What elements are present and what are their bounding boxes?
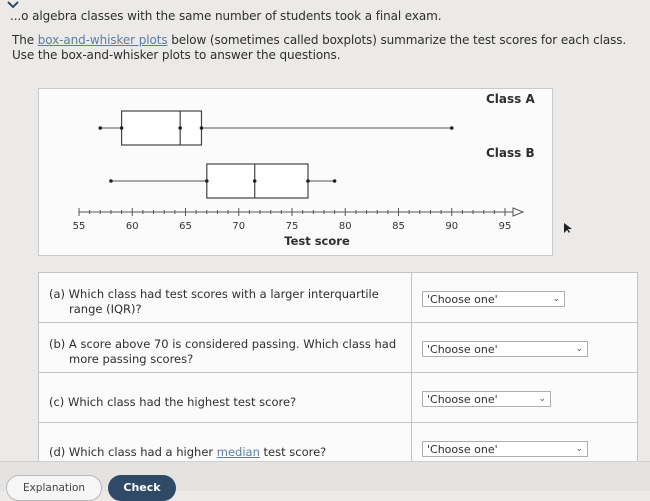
x-tick-label: 80 <box>338 221 352 232</box>
intro-text: ...o algebra classes with the same number of students took a final exam. <box>10 9 442 23</box>
answer-select-a[interactable]: 'Choose one' ⌄ <box>422 291 565 307</box>
boxplot-link[interactable]: box-and-whisker plots <box>37 33 168 47</box>
x-tick-label: 95 <box>498 221 512 232</box>
class-b-point-q3 <box>306 179 310 183</box>
class-a-point-q3 <box>200 126 204 130</box>
class-a-box <box>122 111 202 145</box>
x-axis-arrow <box>513 208 523 216</box>
question-row-c <box>39 373 638 423</box>
median-link[interactable]: median <box>216 445 260 459</box>
answer-select-b[interactable]: 'Choose one' ⌄ <box>422 341 588 357</box>
chevron-down-icon: ⌄ <box>575 443 583 454</box>
class-b-label: Class B <box>486 146 535 160</box>
question-d: (d) Which class had a higher median test score? <box>49 445 327 459</box>
x-tick-label: 65 <box>179 221 192 232</box>
x-axis-label: Test score <box>284 234 350 248</box>
chevron-down-icon: ⌄ <box>575 343 583 354</box>
chevron-down-icon: ⌄ <box>538 393 546 404</box>
question-row-a <box>39 273 638 323</box>
question-row-b <box>39 323 638 373</box>
class-b-point-q1 <box>205 179 209 183</box>
chevron-down-icon: ⌄ <box>552 293 560 304</box>
class-a-point-max <box>450 126 454 130</box>
class-a-point-median <box>178 126 182 130</box>
boxplot-chart <box>38 88 553 256</box>
class-b-point-min <box>109 179 113 183</box>
boxplot-svg <box>39 89 554 257</box>
answer-select-d[interactable]: 'Choose one' ⌄ <box>422 441 588 457</box>
class-b-box <box>207 164 308 198</box>
intro-paragraph: The box-and-whisker plots below (sometimes called boxplots) summarize the test scores for each class. Use the box-and-whisker plots to answer the questions. <box>12 33 627 62</box>
question-a: (a) Which class had test scores with a larger interquartile range (IQR)? <box>49 287 379 316</box>
class-b-point-median <box>253 179 257 183</box>
class-a-point-q1 <box>120 126 124 130</box>
explanation-button[interactable]: Explanation <box>6 475 102 501</box>
questions-table <box>38 272 638 468</box>
x-tick-label: 85 <box>392 221 405 232</box>
question-c: (c) Which class had the highest test score? <box>49 395 297 409</box>
question-b: (b) A score above 70 is considered passing. Which class had more passing scores? <box>49 337 397 366</box>
x-tick-label: 55 <box>72 221 86 232</box>
class-a-point-min <box>99 126 103 130</box>
x-tick-label: 90 <box>445 221 459 232</box>
class-a-label: Class A <box>486 92 535 106</box>
class-b-point-max <box>333 179 337 183</box>
pointer-cursor-icon <box>563 222 573 234</box>
x-tick-label: 75 <box>285 221 299 232</box>
check-button[interactable]: Check <box>108 475 176 501</box>
x-tick-label: 70 <box>232 221 246 232</box>
answer-select-c[interactable]: 'Choose one' ⌄ <box>422 391 551 407</box>
x-tick-label: 60 <box>125 221 139 232</box>
